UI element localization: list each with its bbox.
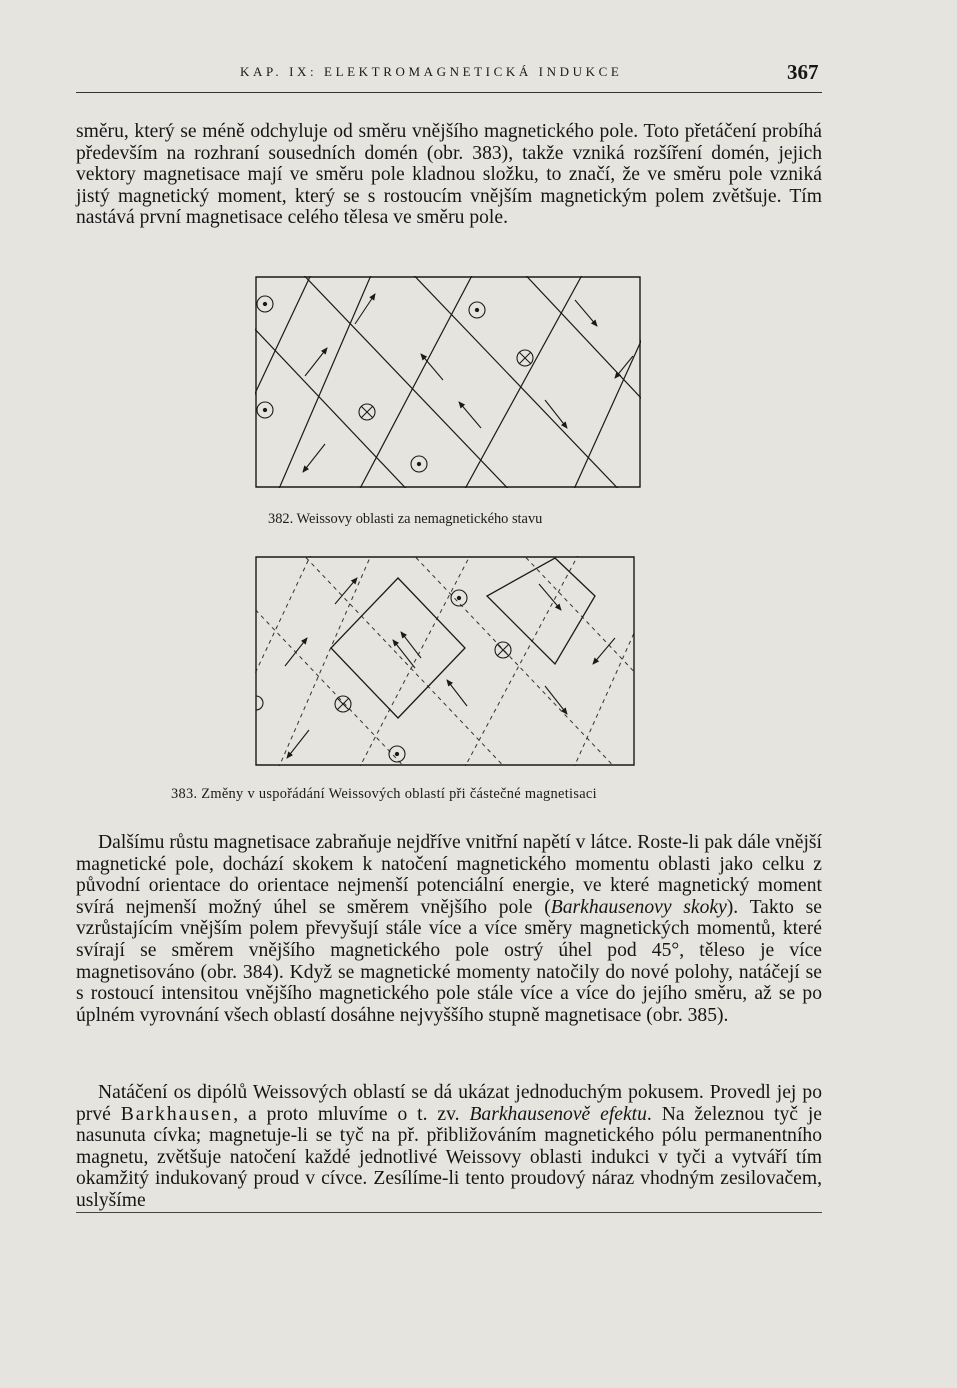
paragraph-3-part-3: . Na železnou tyč je nasunuta cívka; magnetuje-li se tyč na př. přibližováním magnetického pólu permanentního magnetu, zvětšuje natočení každé jednotlivé Weissovy oblasti indukci v tyči a vytváří tím okamžitý indukovaný proud v cívce. Zesílíme-li tento proudový náraz vhodným zesilovačem, uslyšíme <box>76 1103 822 1211</box>
figure-382 <box>255 276 641 493</box>
paragraph-1-text: směru, který se méně odchyluje od směru vnějšího magnetického pole. Toto přetáčení probíhá především na rozhraní sousedních domén (obr. 383), takže vzniká rozšíření domén, jejich vektory magnetisace mají ve směru pole kladnou složku, to značí, že ve směru pole vzniká jistý magnetický moment, který se s rostoucím vnějším magnetickým polem zvětšuje. Tím nastává první magnetisace celého tělesa ve směru pole. <box>76 121 822 229</box>
paragraph-2-italic: Barkhausenovy skoky <box>550 896 727 918</box>
figure-383-caption: 383. Změny v uspořádání Weissových oblastí při částečné magnetisaci <box>171 786 597 802</box>
paragraph-1 <box>76 121 822 229</box>
grown-domains <box>331 558 631 718</box>
paragraph-2-text <box>76 832 822 1026</box>
figure-382-caption: 382. Weissovy oblasti za nemagnetického stavu <box>268 511 543 527</box>
figure-383 <box>255 556 635 771</box>
paragraph-3 <box>76 1082 822 1212</box>
figure-383-drawing <box>255 556 635 766</box>
field-symbols <box>256 590 511 762</box>
paragraph-2-part-1: Dalšímu růstu magnetisace zabraňuje nejdříve vnitřní napětí v látce. Roste-li pak dále vnější magnetické pole, dochází skokem k natočení magnetického momentu oblasti jako celku z původní orientace do orientace nejmenší potenciální energie, ve které magnetický moment svírá nejmenší možný úhel se směrem vnějšího pole ( <box>76 832 822 918</box>
page-number: 367 <box>787 60 819 84</box>
paragraph-3-part-2: , a proto mluvíme o t. zv. <box>233 1103 470 1125</box>
magnetisation-arrows <box>303 294 633 472</box>
bottom-rule <box>76 1212 822 1213</box>
figure-382-drawing <box>255 276 641 488</box>
paragraph-3-part-1: Natáčení os dipólů Weissových oblastí se dá ukázat jednoduchým pokusem. Provedl jej po prvé <box>76 1082 822 1125</box>
field-symbols <box>257 296 533 472</box>
magnetisation-arrows <box>285 578 615 758</box>
paragraph-3-name: Barkhausen <box>120 1103 234 1125</box>
paragraph-2-part-2: ). Takto se vzrůstajícím vnějším polem převyšují stále více a více směry magnetických momentů, které svírají se směrem vnějšího magnetického pole ostrý úhel pod 45°, těleso je více magnetisováno (obr. 384). Když se magnetické momenty natočily do nové polohy, natáčejí se s rostoucí intensitou vnějšího magnetického pole stále více a více do jejího směru, až se po úplném vyrovnání všech oblastí dosáhne nejvyššího stupně magnetisace (obr. 385). <box>76 896 822 1026</box>
paragraph-3-italic: Barkhausenově efektu <box>469 1103 647 1125</box>
paragraph-3-text <box>76 1082 822 1212</box>
header-rule <box>76 92 822 93</box>
running-head: KAP. IX: ELEKTROMAGNETICKÁ INDUKCE <box>240 64 623 79</box>
paragraph-2 <box>76 832 822 1026</box>
